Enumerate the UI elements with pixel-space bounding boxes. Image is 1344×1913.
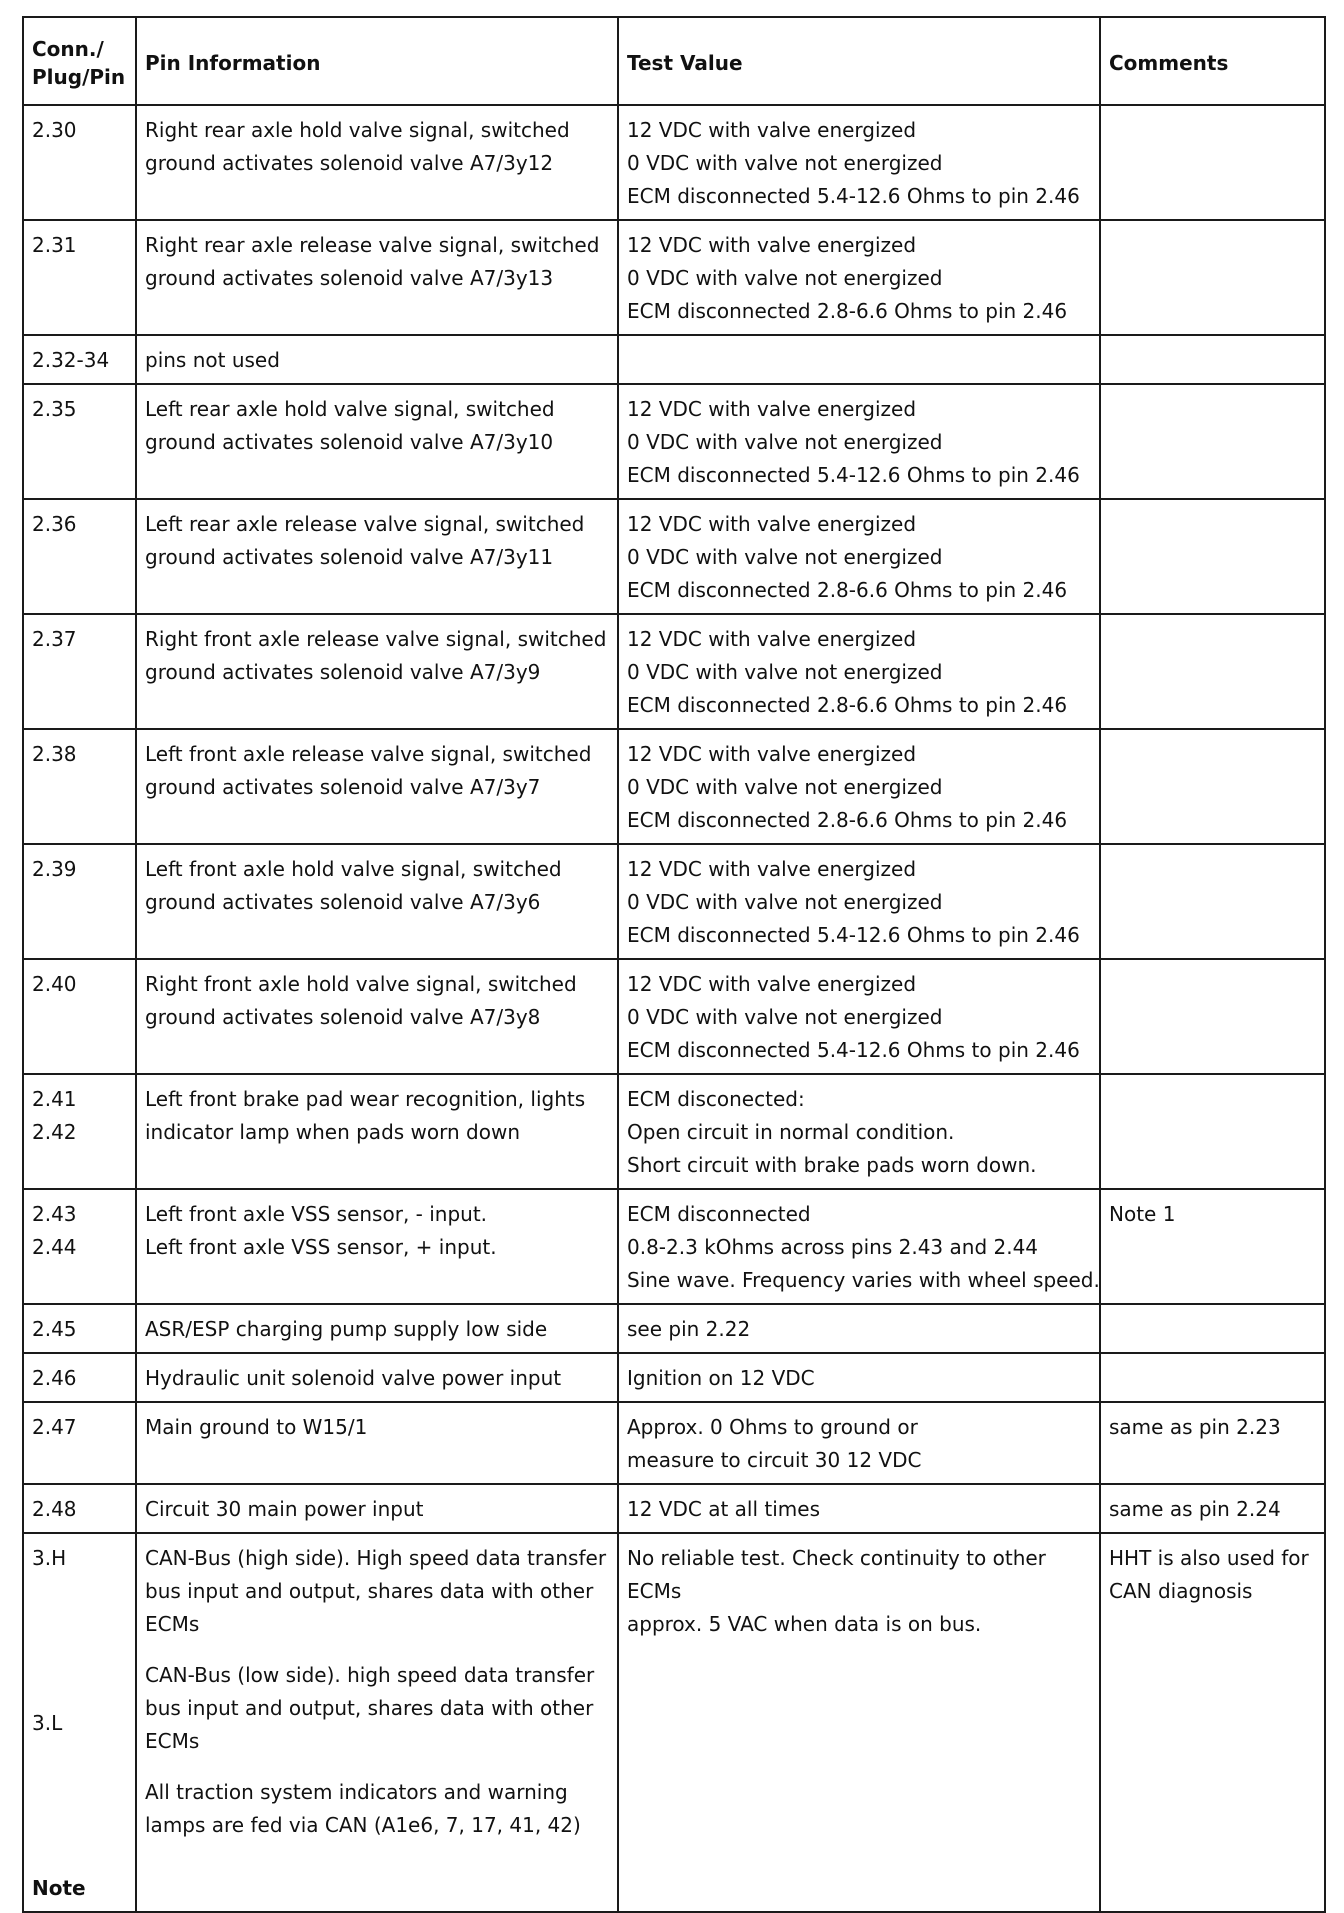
info-cell xyxy=(136,1353,618,1402)
test-cell xyxy=(618,1304,1100,1353)
test-cell xyxy=(618,844,1100,959)
info-line: indicator lamp when pads worn down xyxy=(145,1120,520,1144)
info-cell xyxy=(136,844,618,959)
test-cell xyxy=(618,499,1100,614)
pin-label: 2.36 xyxy=(32,512,77,536)
comment-cell xyxy=(1100,959,1325,1074)
pin-label: 2.35 xyxy=(32,397,77,421)
test-line: 0 VDC with valve not energized xyxy=(627,1005,943,1029)
test-cell xyxy=(618,1189,1100,1304)
test-line: ECM disconnected 5.4-12.6 Ohms to pin 2.46 xyxy=(627,184,1080,208)
comment-cell xyxy=(1100,1533,1325,1912)
info-line: Left front axle hold valve signal, switched xyxy=(145,857,562,881)
pin-label: 2.30 xyxy=(32,118,77,142)
info-line: ground activates solenoid valve A7/3y7 xyxy=(145,775,541,799)
pin-cell xyxy=(23,844,136,959)
pin-cell xyxy=(23,1189,136,1304)
pin-label: 2.43 xyxy=(32,1202,77,1226)
test-cell xyxy=(618,614,1100,729)
table-row xyxy=(23,1402,1325,1484)
test-line: ECMs xyxy=(627,1579,682,1603)
info-line: ground activates solenoid valve A7/3y6 xyxy=(145,890,541,914)
test-line: Ignition on 12 VDC xyxy=(627,1366,815,1390)
pin-label-3h: 3.H xyxy=(32,1546,67,1570)
info-cell xyxy=(136,1484,618,1533)
info-line: ground activates solenoid valve A7/3y10 xyxy=(145,430,554,454)
test-cell xyxy=(618,1402,1100,1484)
info-line: ground activates solenoid valve A7/3y8 xyxy=(145,1005,541,1029)
info-line: Left rear axle hold valve signal, switched xyxy=(145,397,555,421)
info-cell xyxy=(136,1402,618,1484)
info-cell xyxy=(136,959,618,1074)
pin-test-table xyxy=(22,16,1326,1913)
test-line: 12 VDC at all times xyxy=(627,1497,820,1521)
comment-cell xyxy=(1100,1353,1325,1402)
info-line: Main ground to W15/1 xyxy=(145,1415,368,1439)
test-line: ECM disconnected 5.4-12.6 Ohms to pin 2.46 xyxy=(627,1038,1080,1062)
table-row xyxy=(23,335,1325,384)
pin-cell xyxy=(23,1402,136,1484)
test-line: 0 VDC with valve not energized xyxy=(627,775,943,799)
table-row xyxy=(23,1074,1325,1189)
test-line: Short circuit with brake pads worn down. xyxy=(627,1153,1037,1177)
info-cell xyxy=(136,1533,618,1912)
table-row xyxy=(23,220,1325,335)
pin-cell xyxy=(23,105,136,220)
test-cell xyxy=(618,384,1100,499)
test-line: 12 VDC with valve energized xyxy=(627,233,917,257)
header-test-value: Test Value xyxy=(618,17,1100,105)
table-row xyxy=(23,499,1325,614)
table-row xyxy=(23,959,1325,1074)
info-cell xyxy=(136,1304,618,1353)
comment-cell xyxy=(1100,335,1325,384)
info-line: Right rear axle hold valve signal, switched xyxy=(145,118,570,142)
comment-line: HHT is also used for xyxy=(1109,1546,1309,1570)
comment-line: CAN diagnosis xyxy=(1109,1579,1253,1603)
test-line: 12 VDC with valve energized xyxy=(627,397,917,421)
test-cell xyxy=(618,1484,1100,1533)
info-line: Circuit 30 main power input xyxy=(145,1497,424,1521)
pin-label: 2.40 xyxy=(32,972,77,996)
pin-label: 2.42 xyxy=(32,1120,77,1144)
test-cell xyxy=(618,1074,1100,1189)
info-cell xyxy=(136,499,618,614)
pin-cell xyxy=(23,1074,136,1189)
test-line: ECM disconected: xyxy=(627,1087,805,1111)
test-cell xyxy=(618,959,1100,1074)
pin-label: 2.37 xyxy=(32,627,77,651)
test-cell xyxy=(618,105,1100,220)
test-line: 12 VDC with valve energized xyxy=(627,118,917,142)
comment-cell xyxy=(1100,729,1325,844)
pin-cell xyxy=(23,729,136,844)
info-line: Right rear axle release valve signal, switched xyxy=(145,233,600,257)
pin-label: 2.44 xyxy=(32,1235,77,1259)
table-row xyxy=(23,1189,1325,1304)
test-line: ECM disconnected 2.8-6.6 Ohms to pin 2.46 xyxy=(627,693,1068,717)
info-cell xyxy=(136,105,618,220)
table-row xyxy=(23,844,1325,959)
info-cell xyxy=(136,335,618,384)
info-line: Left rear axle release valve signal, switched xyxy=(145,512,585,536)
comment-cell xyxy=(1100,1189,1325,1304)
pin-cell xyxy=(23,1533,136,1912)
pin-label: 2.38 xyxy=(32,742,77,766)
test-line: ECM disconnected 2.8-6.6 Ohms to pin 2.46 xyxy=(627,578,1068,602)
pin-cell xyxy=(23,1353,136,1402)
pin-cell xyxy=(23,220,136,335)
comment-cell xyxy=(1100,1402,1325,1484)
header-pin: Conn./ Plug/Pin xyxy=(23,17,136,105)
pin-label-3l: 3.L xyxy=(32,1711,63,1735)
table-row xyxy=(23,729,1325,844)
info-line: ASR/ESP charging pump supply low side xyxy=(145,1317,548,1341)
test-line: 0.8-2.3 kOhms across pins 2.43 and 2.44 xyxy=(627,1235,1039,1259)
comment-cell xyxy=(1100,1484,1325,1533)
pin-label: 2.31 xyxy=(32,233,77,257)
test-line: Open circuit in normal condition. xyxy=(627,1120,955,1144)
info-cell xyxy=(136,384,618,499)
pin-label: 2.45 xyxy=(32,1317,77,1341)
pin-label: 2.48 xyxy=(32,1497,77,1521)
info-line: ground activates solenoid valve A7/3y12 xyxy=(145,151,554,175)
table-body xyxy=(23,105,1325,1912)
test-line: measure to circuit 30 12 VDC xyxy=(627,1448,922,1472)
info-line: ground activates solenoid valve A7/3y9 xyxy=(145,660,541,684)
test-line: No reliable test. Check continuity to other xyxy=(627,1546,1046,1570)
test-cell xyxy=(618,729,1100,844)
pin-cell xyxy=(23,614,136,729)
pin-label: 2.39 xyxy=(32,857,77,881)
info-cell xyxy=(136,220,618,335)
test-line: ECM disconnected 5.4-12.6 Ohms to pin 2.46 xyxy=(627,923,1080,947)
can-high-info: CAN-Bus (high side). High speed data transfer bus input and output, shares data with other ECMs xyxy=(145,1546,607,1636)
test-line: 0 VDC with valve not energized xyxy=(627,266,943,290)
comment-cell xyxy=(1100,1074,1325,1189)
header-row xyxy=(23,17,1325,105)
table-row xyxy=(23,384,1325,499)
pin-cell xyxy=(23,384,136,499)
test-line: ECM disconnected xyxy=(627,1202,811,1226)
pin-label: 2.46 xyxy=(32,1366,77,1390)
comment-cell xyxy=(1100,499,1325,614)
test-line: 12 VDC with valve energized xyxy=(627,857,917,881)
comment-cell xyxy=(1100,844,1325,959)
test-line: Sine wave. Frequency varies with wheel speed. xyxy=(627,1268,1100,1292)
comment-cell xyxy=(1100,614,1325,729)
comment-line: Note 1 xyxy=(1109,1202,1176,1226)
pin-cell xyxy=(23,1304,136,1353)
comment-cell xyxy=(1100,220,1325,335)
table-row xyxy=(23,1304,1325,1353)
table-row xyxy=(23,614,1325,729)
test-line: ECM disconnected 2.8-6.6 Ohms to pin 2.46 xyxy=(627,808,1068,832)
info-line: Left front brake pad wear recognition, lights xyxy=(145,1087,586,1111)
info-cell xyxy=(136,1074,618,1189)
test-line: 0 VDC with valve not energized xyxy=(627,430,943,454)
info-cell xyxy=(136,1189,618,1304)
test-line: 0 VDC with valve not energized xyxy=(627,545,943,569)
comment-line: same as pin 2.24 xyxy=(1109,1497,1281,1521)
info-cell xyxy=(136,614,618,729)
info-line: Left front axle VSS sensor, - input. xyxy=(145,1202,488,1226)
header-pin-information: Pin Information xyxy=(136,17,618,105)
table-row-can-bus xyxy=(23,1533,1325,1912)
table-row xyxy=(23,1484,1325,1533)
pin-cell xyxy=(23,1484,136,1533)
test-line: ECM disconnected 5.4-12.6 Ohms to pin 2.46 xyxy=(627,463,1080,487)
info-line: pins not used xyxy=(145,348,280,372)
table-row xyxy=(23,1353,1325,1402)
test-cell xyxy=(618,1353,1100,1402)
test-line: ECM disconnected 2.8-6.6 Ohms to pin 2.46 xyxy=(627,299,1068,323)
info-line: Right front axle release valve signal, switched xyxy=(145,627,607,651)
pin-cell xyxy=(23,335,136,384)
comment-line: same as pin 2.23 xyxy=(1109,1415,1281,1439)
info-cell xyxy=(136,729,618,844)
pin-label: 2.32-34 xyxy=(32,348,110,372)
test-cell xyxy=(618,1533,1100,1912)
test-line: approx. 5 VAC when data is on bus. xyxy=(627,1612,982,1636)
info-line: ground activates solenoid valve A7/3y13 xyxy=(145,266,554,290)
test-line: 0 VDC with valve not energized xyxy=(627,890,943,914)
info-line: Hydraulic unit solenoid valve power input xyxy=(145,1366,562,1390)
pin-label: 2.47 xyxy=(32,1415,77,1439)
test-line: 0 VDC with valve not energized xyxy=(627,660,943,684)
test-line: 12 VDC with valve energized xyxy=(627,512,917,536)
can-low-info: CAN-Bus (low side). high speed data transfer bus input and output, shares data with other ECMs xyxy=(145,1663,595,1753)
comment-cell xyxy=(1100,105,1325,220)
info-line: Left front axle release valve signal, switched xyxy=(145,742,592,766)
pin-cell xyxy=(23,499,136,614)
test-cell xyxy=(618,335,1100,384)
pin-cell xyxy=(23,959,136,1074)
table-row xyxy=(23,105,1325,220)
test-line: 12 VDC with valve energized xyxy=(627,627,917,651)
comment-cell xyxy=(1100,1304,1325,1353)
info-line: Right front axle hold valve signal, switched xyxy=(145,972,577,996)
comment-cell xyxy=(1100,384,1325,499)
header-comments: Comments xyxy=(1100,17,1325,105)
info-line: ground activates solenoid valve A7/3y11 xyxy=(145,545,554,569)
can-note-info: All traction system indicators and warning lamps are fed via CAN (A1e6, 7, 17, 41, 42) xyxy=(145,1780,581,1837)
test-line: 12 VDC with valve energized xyxy=(627,742,917,766)
test-line: see pin 2.22 xyxy=(627,1317,751,1341)
test-cell xyxy=(618,220,1100,335)
test-line: 0 VDC with valve not energized xyxy=(627,151,943,175)
pin-label-note: Note xyxy=(32,1876,86,1900)
test-line: Approx. 0 Ohms to ground or xyxy=(627,1415,918,1439)
pin-label: 2.41 xyxy=(32,1087,77,1111)
test-line: 12 VDC with valve energized xyxy=(627,972,917,996)
info-line: Left front axle VSS sensor, + input. xyxy=(145,1235,497,1259)
